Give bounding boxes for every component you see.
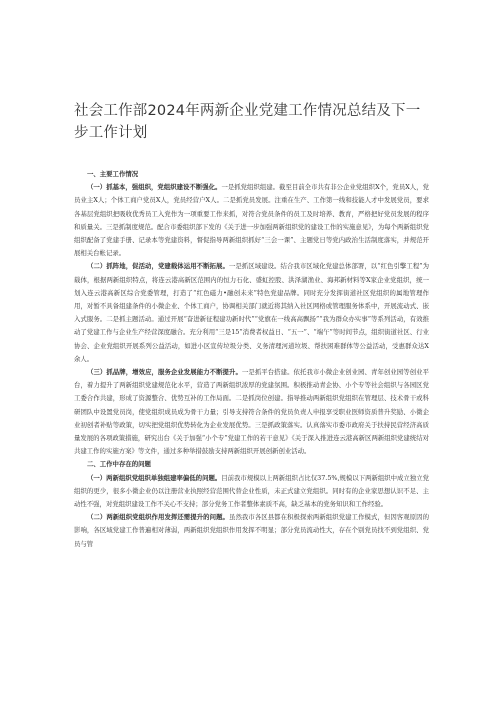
paragraph-text: 一是抓党组织组建。截至目前全市共有非公企业党组织X个，党员X人，党员业主X人；个体工商户党员X人，党员经营户X人。二是抓党员发展。注重在生产、工作第一线和技能人才中发展党员，要求各基层党组织把吸收优秀员工入党作为一项重要工作来抓，对符合党员条件的员工及时培养、教育，严格把好党员发展的程序和质量关。三是抓制度规范。配合市委组织部下发的《关于进一步加强两新组织党的建设工作的实施意见》，为每个两新组织党组织配备了党建手册、记录本等党建资料，督促指导两新组织抓好“三会一课”、主题党日等党内政治生活制度落实，并规范开展相关台帐记录。 bbox=[74, 183, 429, 258]
paragraph-text: 虽然我市各区县都在积极探索两新组织党建工作模式，但因客观原因的影响，各区域党建工作普遍相对薄弱，两新组织党组织作用发挥不明显；部分党员流动性大，存在个别党员找不到党组织、党员与管 bbox=[74, 513, 430, 548]
paragraph bbox=[74, 472, 429, 512]
paragraph-lead: （二）抓阵地，促活动，党建载体运用不断拓展。 bbox=[87, 262, 229, 271]
paragraph-lead: （二）两新组织党组织作用发挥还需提升的问题。 bbox=[87, 513, 229, 522]
section-heading-1: 一、主要工作情况 bbox=[87, 170, 139, 178]
paragraph-text: 一是抓区域建设。结合我市区域化党建总体部署，以“红色引擎工程”为载体，根据两新组织特点，将连云港高新区范围内的恒力石化、盛虹控股、洪泽湖渔业、海邦新材料等X家企业党组织，统一划入连云港高新区综合党委管理，打造了“红色磁力•融创未来”特色党建品牌。同时充分发挥街道社区党组织的属地管理作用，对暂不具备组建条件的小微企业、个体工商户，协调相关部门就近将其纳入社区网格或管理服务体系中，开展流动式、嵌入式服务。二是抓主题活动。通过开展“奋进新征程建功新时代”“党旗在一线高高飘扬”“我为群众办实事”等系列活动，有效推动了党建工作与企业生产经营深度融合。充分利用“三是15”消费者权益日、“五一”、“端午”等时间节点，组织街道社区、行业协会、企业党组织开展系列公益活动，如进小区宣传垃圾分类、义务清理河道垃圾、帮扶困难群体等公益活动，受惠群众达X余人。 bbox=[74, 262, 429, 363]
section-heading-2: 二、工作中存在的问题 bbox=[87, 460, 151, 469]
document-body bbox=[74, 168, 429, 551]
paragraph bbox=[74, 181, 429, 260]
paragraph bbox=[74, 366, 429, 458]
document-title: 社会工作部2024年两新企业党建工作情况总结及下一步工作计划 bbox=[74, 103, 421, 141]
paragraph bbox=[74, 511, 429, 551]
paragraph-text: 一是抓平台搭建。依托我市小微企业创业园、青年创业园等创业平台，着力提升了两新组织党建规范化水平，营造了两新组织浓厚的党建氛围。积极推动青企协、小个专等社会组织与各园区党工委合作共建，形成了资源整合、优势互补的工作局面。二是抓岗位创建。指导推动两新组织党组织在管理层、技术骨干或科研团队中设置党员岗，使党组织成员成为骨干力量；引导支持符合条件的党员负责人申报享受职业医师资质普升奖励、小微企业初创者补贴等政策，切实把党组织优势转化为企业发展优势。三是抓政策落实。认真落实市委市政府关于扶持民营经济高质量发展的各项政策措施，研究出台《关于加强“小个专”党建工作的若干意见》《关于深入推进连云港高新区两新组织党建统结对共建工作的实施方案》等文件，通过多种举措鼓励支持两新组织开展创新创业活动。 bbox=[74, 368, 430, 456]
paragraph bbox=[74, 260, 429, 366]
paragraph-lead: （一）两新组织党组织单独组建率偏低的问题。 bbox=[87, 473, 222, 482]
paragraph-lead: （一）抓基本，强组织，党组织建设不断强化。 bbox=[87, 183, 222, 192]
paragraph-text: 目前我市规模以上两新组织占比仅37.5%,规模以下两新组织中成立独立党组织的更少，很多小微企业仍以注册营业执照经营范围代替企业性质，未正式建立党组织。同时有的企业家思想认识不足、主动性不强，对党组织建设工作不关心不支持；部分党务工作者整体素质不高，缺乏基本的党务知识和工作经验。 bbox=[74, 473, 429, 509]
paragraph-lead: （三）抓品牌，增效应，服务企业发展能力不断提升。 bbox=[87, 368, 242, 377]
